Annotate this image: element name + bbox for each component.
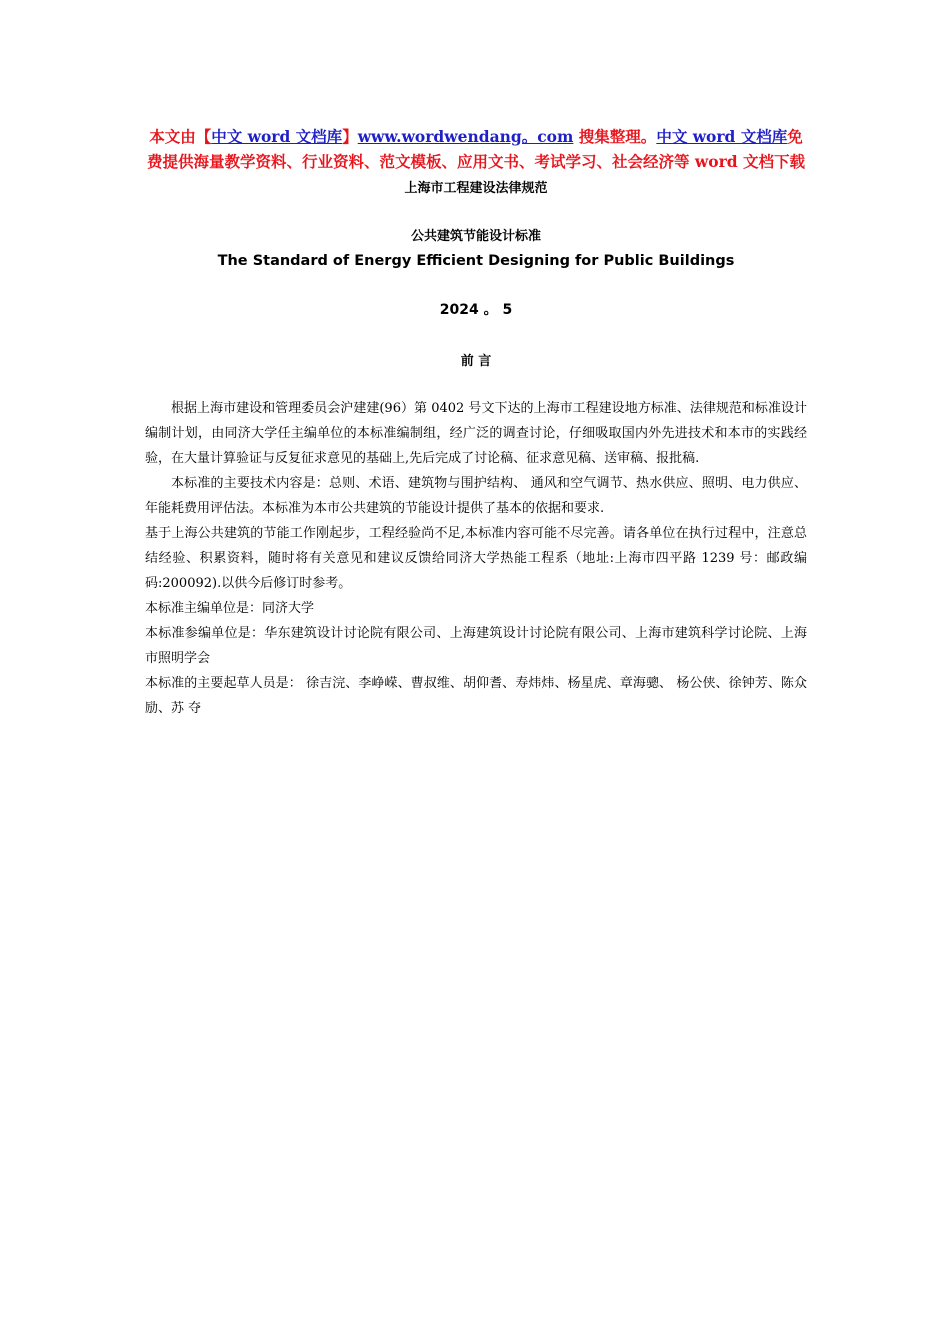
banner-prefix: 本文由【 bbox=[149, 127, 212, 146]
banner-link-website[interactable]: www.wordwendang。com bbox=[357, 127, 574, 146]
banner-link-library[interactable]: 中文 word 文档库 bbox=[211, 127, 343, 146]
document-title-en: The Standard of Energy Efficient Designing for Public Buildings bbox=[217, 253, 735, 269]
preface-paragraph: 本标准的主要技术内容是：总则、术语、建筑物与围护结构、 通风和空气调节、热水供应、照明、电力供应、年能耗费用评估法。本标准为本市公共建筑的节能设计提供了基本的依据和要求. bbox=[145, 476, 807, 516]
document-category: 上海市工程建设法律规范 bbox=[404, 181, 548, 196]
banner-collected-text: 搜集整理。 bbox=[573, 127, 657, 146]
document-page bbox=[145, 124, 807, 721]
preface-paragraph: 根据上海市建设和管理委员会沪建建(96）第 0402 号文下达的上海市工程建设地方标准、法律规范和标准设计编制计划，由同济大学任主编单位的本标准编制组，经广泛的调查讨论，仔细吸取国内外先进技术和本市的实践经验，在大量计算验证与反复征求意见的基础上,先后完成了讨论稿、征求意见稿、送审稿、报批稿. bbox=[145, 401, 807, 466]
section-title-preface: 前 言 bbox=[460, 354, 492, 369]
document-title-cn: 公共建筑节能设计标准 bbox=[410, 229, 541, 244]
source-banner bbox=[145, 124, 807, 174]
drafting-staff: 本标准的主要起草人员是： 徐吉浣、李峥嵘、曹叔维、胡仰耆、寿炜炜、杨星虎、章海骢、 杨公侠、徐钟芳、陈众励、苏 夺 bbox=[145, 676, 807, 716]
chief-editor-unit: 本标准主编单位是：同济大学 bbox=[145, 601, 315, 616]
preface-body bbox=[145, 396, 807, 721]
participating-units: 本标准参编单位是：华东建筑设计讨论院有限公司、上海建筑设计讨论院有限公司、上海市建筑科学讨论院、上海市照明学会 bbox=[145, 626, 807, 666]
document-date: 2024 。 5 bbox=[439, 302, 513, 318]
banner-bracket: 】 bbox=[342, 127, 358, 146]
banner-suffix: 免费提供海量教学资料、行业资料、范文模板、应用文书、考试学习、社会经济等 word 文档下载 bbox=[147, 127, 805, 171]
banner-link-library-2[interactable]: 中文 word 文档库 bbox=[656, 127, 788, 146]
preface-paragraph: 基于上海公共建筑的节能工作刚起步，工程经验尚不足,本标准内容可能不尽完善。请各单位在执行过程中，注意总结经验、积累资料，随时将有关意见和建议反馈给同济大学热能工程系（地址:上海市四平路 1239 号：邮政编码:200092).以供今后修订时参考。 bbox=[145, 526, 807, 591]
